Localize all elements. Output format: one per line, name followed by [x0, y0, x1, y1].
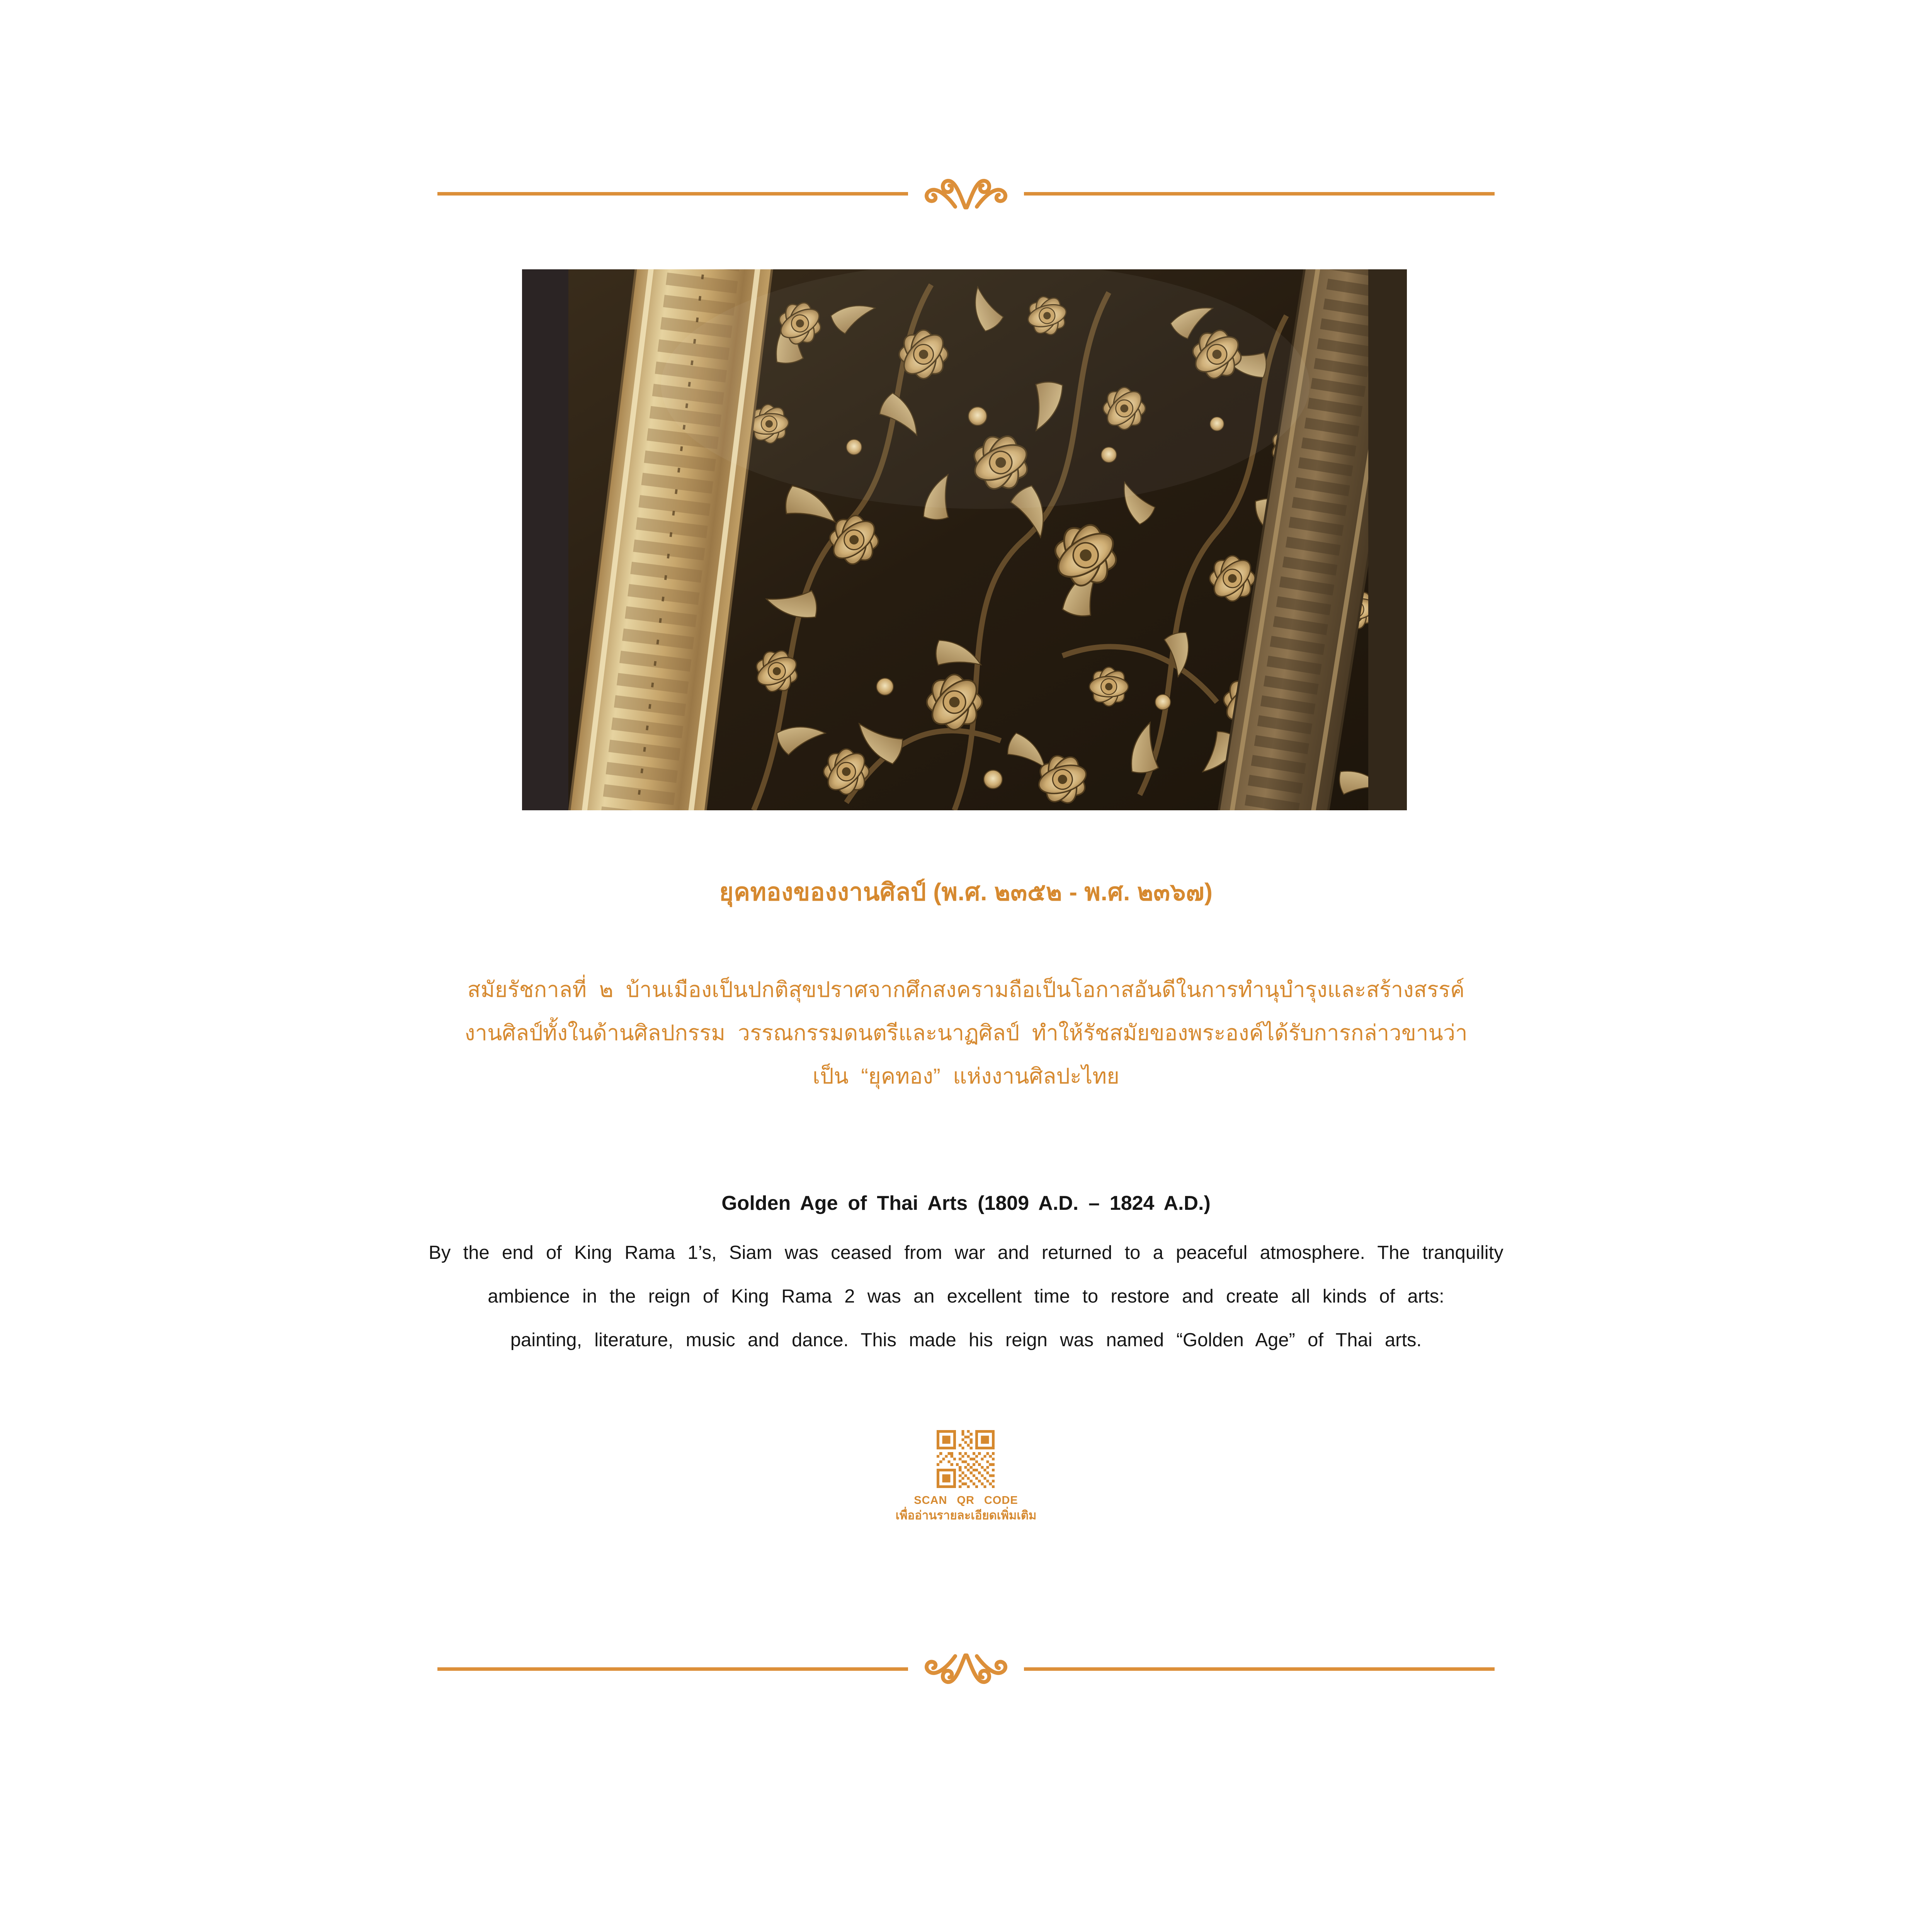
english-paragraph-line: By the end of King Rama 1’s, Siam was ceased from war and returned to a peaceful atmosphere. The tranquility: [429, 1242, 1503, 1263]
thai-title: ยุคทองของงานศิลป์ (พ.ศ. ๒๓๕๒ - พ.ศ. ๒๓๖๗): [719, 879, 1213, 906]
thai-paragraph: [0, 968, 1932, 1098]
scroll-flourish-icon: [912, 1648, 1020, 1691]
bottom-divider: [437, 1648, 1495, 1691]
top-divider: [437, 172, 1495, 214]
qr-label: SCAN QR CODE: [914, 1494, 1018, 1507]
carving-photo: [522, 269, 1407, 810]
divider-rule: [1024, 1667, 1495, 1671]
english-paragraph: [0, 1231, 1932, 1362]
divider-rule: [437, 192, 908, 196]
english-paragraph-line: painting, literature, music and dance. This made his reign was named “Golden Age” of Thai arts.: [510, 1330, 1422, 1350]
thai-paragraph-line: งานศิลป์ทั้งในด้านศิลปกรรม วรรณกรรมดนตรีและนาฏศิลป์ ทำให้รัชสมัยของพระองค์ได้รับการกล่าวขานว่า: [464, 1020, 1468, 1045]
divider-rule: [1024, 192, 1495, 196]
divider-rule: [437, 1667, 908, 1671]
thai-paragraph-line: เป็น “ยุคทอง” แห่งงานศิลปะไทย: [813, 1064, 1119, 1088]
english-paragraph-line: ambience in the reign of King Rama 2 was an excellent time to restore and create all kinds of arts:: [488, 1286, 1444, 1307]
scroll-flourish-icon: [912, 172, 1020, 214]
qr-code: [937, 1430, 995, 1488]
qr-caption: เพื่ออ่านรายละเอียดเพิ่มเติม: [895, 1509, 1037, 1522]
thai-paragraph-line: สมัยรัชกาลที่ ๒ บ้านเมืองเป็นปกติสุขปราศจากศึกสงครามถือเป็นโอกาสอันดีในการทำนุบำรุงและสร้างสรรค์: [467, 977, 1465, 1002]
english-title: Golden Age of Thai Arts (1809 A.D. – 1824 A.D.): [721, 1192, 1211, 1214]
